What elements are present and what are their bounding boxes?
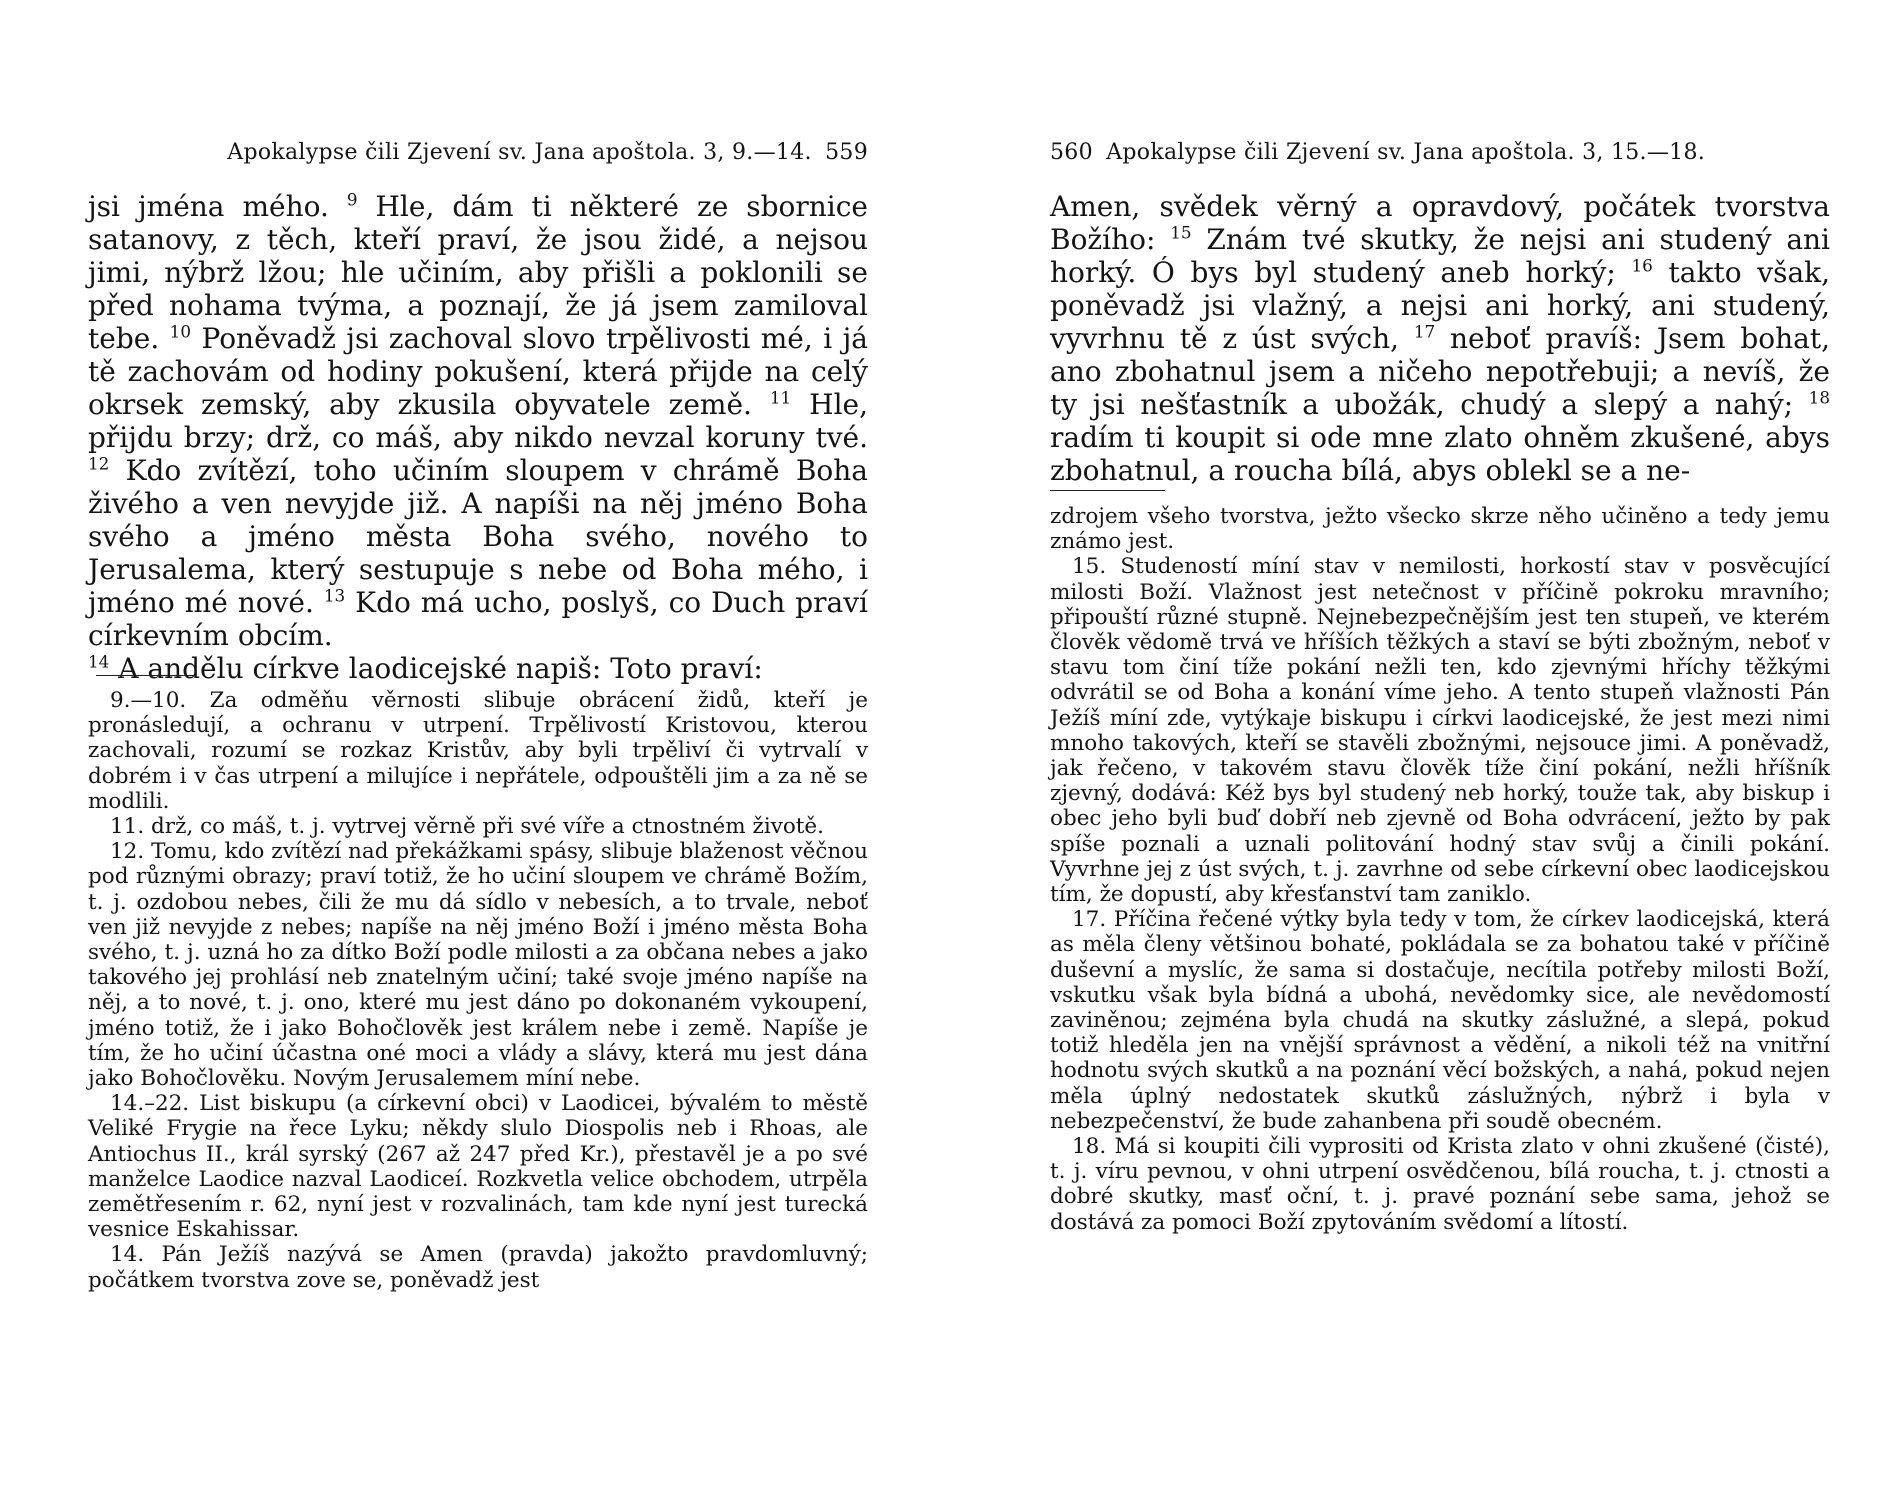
verse-text: Poněvadž jsi zachoval slovo trpělivosti mé, i já tě zachovám od hodiny pokušení, která přijde na celý okrsek zemský, aby zkusila obyvatele země. — [88, 322, 868, 421]
left-main-text — [88, 190, 868, 685]
verse-text: Znám tvé skutky, že nejsi ani studený ani horký. Ó bys byl studený aneb horký; — [1050, 223, 1830, 289]
note: 11. drž, co máš, t. j. vytrvej věrně při své víře a ctnostném životě. — [110, 814, 824, 840]
footnote-divider — [1050, 490, 1165, 491]
verse-text: Kdo má ucho, poslyš, co Duch praví církevním obcím. — [88, 586, 868, 652]
left-page-number: 559 — [825, 140, 868, 165]
verse-number: 12 — [88, 453, 110, 474]
verse-text: Kdo zvítězí, toho učiním sloupem v chrámě Boha živého a ven nevyjde již. A napíši na něj jméno Boha svého a jméno města Boha svého, nového to Jerusalema, který sestupuje s nebe od Boha mého, i jméno mé nové. — [88, 454, 868, 619]
note: 14.–22. List biskupu (a církevní obci) v Laodicei, bývalém to městě Veliké Frygie na řece Lyku; někdy slulo Diospolis neb i Rhoas, ale Antiochus II., král syrský (267 až 247 před Kr.), přestavěl je a po své manželce Laodice nazval Laodiceí. Rozkvetla velice obchodem, utrpěla zemětřesením r. 62, nyní jest v rozvalinách, tam kde nyní jest turecká vesnice Eskahissar. — [88, 1091, 868, 1243]
right-page-number: 560 — [1050, 140, 1093, 165]
left-running-head — [88, 140, 868, 165]
left-notes — [88, 688, 868, 1293]
left-running-head-title: Apokalypse čili Zjevení sv. Jana apoštola. 3, 9.—14. — [227, 140, 812, 165]
verse-text: takto však, poněvadž jsi vlažný, a nejsi ani horký, ani studený, vyvrhnu tě z úst svých, — [1050, 256, 1830, 355]
verse-number: 15 — [1170, 222, 1192, 243]
note: 12. Tomu, kdo zvítězí nad překážkami spásy, slibuje blaženost věčnou pod různými obrazy; praví totiž, že ho učiní sloupem ve chrámě Božím, t. j. ozdobou nebes, čili že mu dá sídlo v nebesích, a to trvale, neboť ven již nevyjde z nebes; napíše na něj jméno Boží i jméno města Boha svého, t. j. uzná ho za dítko Boží podle milosti a za občana nebes a jako takového jej prohlásí neb znatelným učiní; také svoje jméno napíše na něj, a to nové, t. j. ono, které mu jest dáno po dokonaném vykoupení, jméno totiž, že i jako Bohočlověk jest králem nebe i země. Napíše je tím, že ho učiní účastna oné moci a vlády a slávy, která mu jest dána jako Bohočlověku. Novým Jerusalemem míní nebe. — [88, 839, 868, 1092]
right-running-head — [1050, 140, 1830, 165]
right-notes — [1050, 504, 1830, 1235]
verse-text: jsi jména mého. — [88, 190, 347, 223]
verse-number: 11 — [769, 387, 792, 408]
verse-text: A andělu církve laodicejské napiš: Toto praví: — [118, 652, 763, 685]
left-page — [88, 0, 868, 1500]
right-page — [1050, 0, 1830, 1500]
verse-text: Hle, přijdu brzy; drž, co máš, aby nikdo nevzal koruny tvé. — [88, 388, 868, 454]
verse-text: neboť pravíš: Jsem bohat, ano zbohatnul jsem a ničeho nepotřebuji; a nevíš, že ty jsi nešťastník a ubožák, chudý a slepý a nahý; — [1050, 322, 1831, 421]
verse-text: radím ti koupit si ode mne zlato ohněm zkušené, abys zbohatnul, a roucha bílá, abys oblekl se a ne- — [1050, 421, 1830, 487]
verse-number: 18 — [1808, 387, 1830, 408]
note: 18. Má si koupiti čili vyprositi od Krista zlato v ohni zkušené (čisté), t. j. víru pevnou, v ohni utrpení osvědčenou, bílá roucha, t. j. ctnosti a dobré skutky, masť oční, t. j. pravé poznání sebe sama, jehož se dostává za pomoci Boží zpytováním svědomí a lítostí. — [1050, 1134, 1830, 1235]
verse-number: 13 — [323, 585, 346, 606]
verse-number: 9 — [346, 189, 358, 210]
note: 9.—10. Za odměňu věrnosti slibuje obrácení židů, kteří je pronásledují, a ochranu v utrpení. Trpělivostí Kristovou, kterou zachovali, rozumí se rozkaz Kristův, aby byli trpěliví či vytrvalí v dobrém i v čas utrpení a milujíce i nepřátele, odpouštěli jim a za ně se modlili. — [88, 688, 868, 814]
note: 17. Příčina řečené výtky byla tedy v tom, že církev laodicejská, která as měla členy většinou bohaté, pokládala se za bohatou také v příčině duševní a myslíc, že sama si dostačuje, necítila potřeby milosti Boží, vskutku však byla bídná a ubohá, nevědomky sice, ale nevědomostí zaviněnou; zejména byla chudá na skutky záslužné, a slepá, pokud totiž hleděla jen na vnější správnost a vědění, a nikoli též na vnitřní hodnotu svých skutků a na poznání věcí božských, a nahá, pokud nejen měla úplný nedostatek skutků záslužných, nýbrž i byla v nebezpečenství, že bude zahanbena při soudě obecném. — [1050, 907, 1830, 1134]
verse-text: Amen, svědek věrný a opravdový, počátek tvorstva Božího: — [1050, 190, 1830, 256]
right-main-text — [1050, 190, 1830, 487]
verse-text: Hle, dám ti některé ze sbornice satanovy, z těch, kteří praví, že jsou židé, a nejsou jimi, nýbrž lžou; hle učiním, aby přišli a poklonili se před nohama tvýma, a poznají, že já jsem zamiloval tebe. — [88, 190, 869, 355]
verse-number: 16 — [1631, 255, 1653, 276]
note: zdrojem všeho tvorstva, ježto všecko skrze něho učiněno a tedy jemu známo jest. — [1050, 504, 1830, 555]
verse-number: 17 — [1413, 321, 1436, 342]
footnote-divider — [96, 675, 196, 676]
verse-number: 14 — [88, 651, 110, 672]
verse-number: 10 — [169, 321, 192, 342]
note: 14. Pán Ježíš nazývá se Amen (pravda) jakožto pravdomluvný; počátkem tvorstva zove se, poněvadž jest — [88, 1242, 868, 1293]
note: 15. Studeností míní stav v nemilosti, horkostí stav v posvěcující milosti Boží. Vlažnost jest netečnost v příčině pokroku mravního; připouští různé stupně. Nejnebezpečnějším jest ten stupeň, ve kterém člověk vědomě trvá ve hříších těžkých a staví se býti zbožným, neboť v stavu tom činí tíže pokání nežli ten, kdo zjevnými hříchy těžkými odvrátil se od Boha a konání víme jeho. A tento stupeň vlažnosti Pán Ježíš míní zde, vytýkaje biskupu i církvi laodicejské, že jest mezi nimi mnoho takových, kteří se stavěli zbožnými, nejsouce jimi. A poněvadž, jak řečeno, v takovém stavu člověk tíže činí pokání, nežli hříšník zjevný, dodává: Kéž bys byl studený neb horký, touže tak, aby biskup i obec jeho byli buď dobří neb zjevně od Boha odvrácení, ježto by pak spíše poznali a uznali politování hodný stav svůj a činili pokání. Vyvrhne jej z úst svých, t. j. zavrhne od sebe církevní obec laodicejskou tím, že dopustí, aby křesťanství tam zaniklo. — [1050, 554, 1830, 908]
right-running-head-title: Apokalypse čili Zjevení sv. Jana apoštola. 3, 15.—18. — [1106, 140, 1706, 165]
